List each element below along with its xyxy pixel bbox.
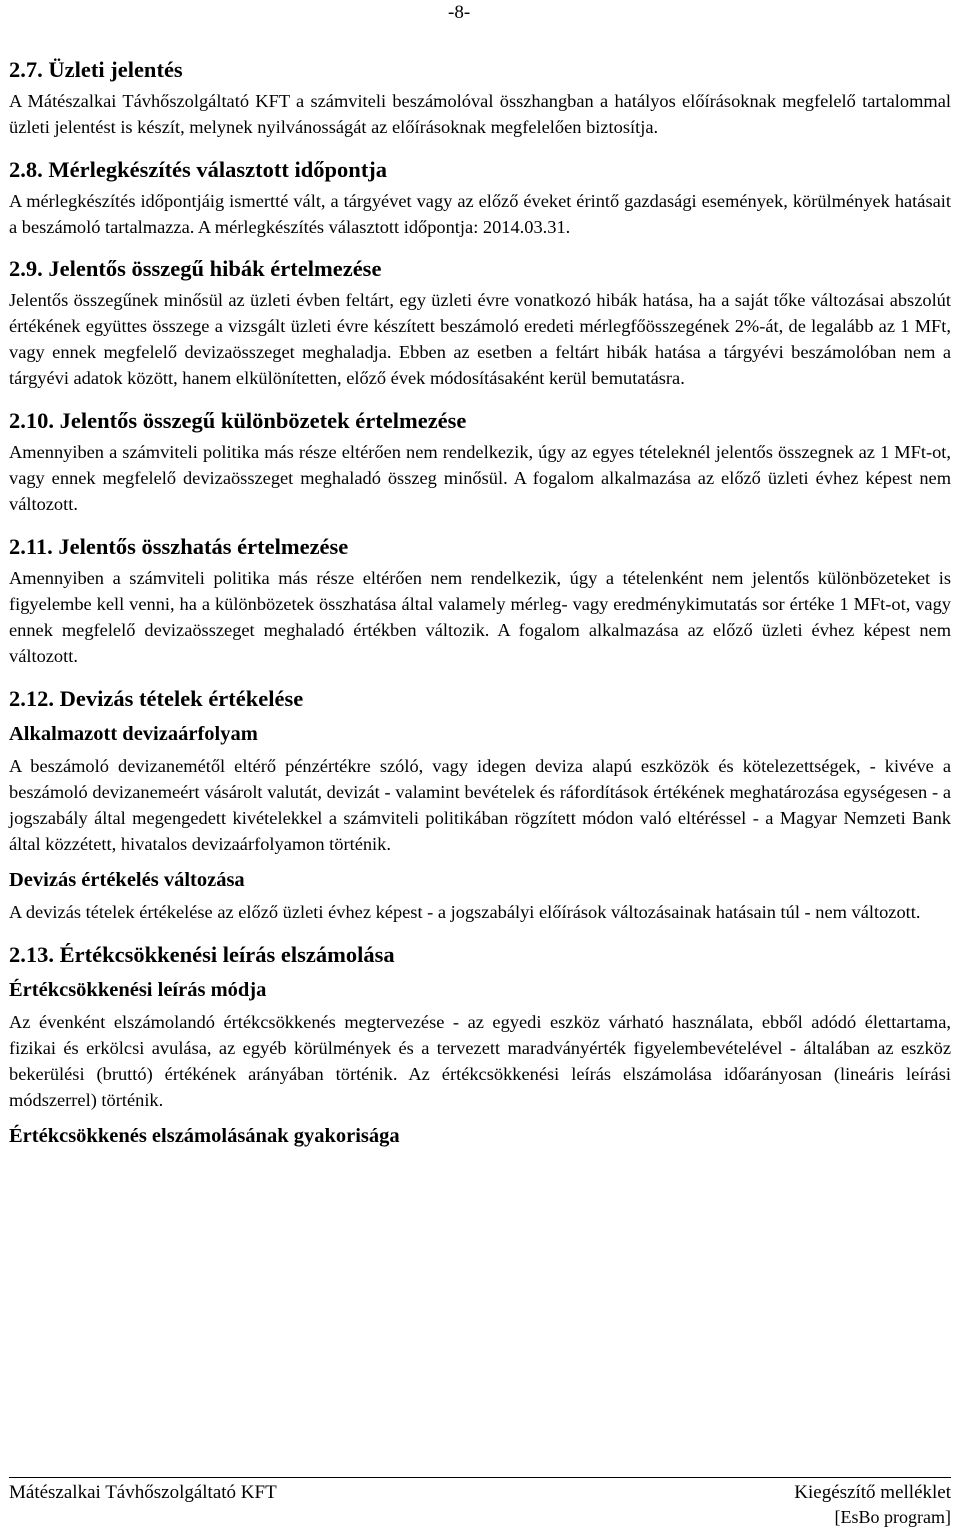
subsection-heading: Értékcsökkenés elszámolásának gyakorisága (9, 1125, 400, 1147)
footer-program: [EsBo program] (834, 1507, 951, 1527)
section-heading: 2.10. Jelentős összegű különbözetek értelmezése (9, 408, 467, 433)
section-heading: 2.11. Jelentős összhatás értelmezése (9, 534, 349, 559)
section-paragraph: Jelentős összegűnek minősül az üzleti évben feltárt, egy üzleti évre vonatkozó hibák hatása, ha a saját tőke változásai abszolút értékének együttes összege a vizsgált üzleti évre készített beszámoló eredeti mérlegfőösszegének 2%-át, de legalább az 1 MFt, vagy ennek megfelelő devizaösszeget meghaladja. Ebben az esetben a feltárt hibák hatása a tárgyévi beszámolóban nem a tárgyévi adatok között, hanem elkülönítetten, előző évek módosításaként kerül bemutatásra. (9, 290, 951, 388)
section-paragraph: A beszámoló devizanemétől eltérő pénzértékre szóló, vagy idegen deviza alapú eszközök és kötelezettségek, - kivéve a beszámoló devizanemeért vásárolt valutát, devizát - valamint bevételek és ráfordítások értékének meghatározása egységesen - a jogszabály által megengedett kivételekkel a számviteli politikában rögzített módon való eltéréssel - a Magyar Nemzeti Bank által közzétett, hivatalos devizaárfolyamon történik. (9, 756, 951, 854)
section-paragraph: Amennyiben a számviteli politika más része eltérően nem rendelkezik, úgy az egyes tételeknél jelentős összegnek az 1 MFt-ot, vagy ennek megfelelő devizaösszeget meghaladó összeg minősül. A fogalom alkalmazása az előző üzleti évhez képest nem változott. (9, 442, 951, 514)
page-number: -8- (448, 2, 471, 23)
subsection-heading: Értékcsökkenési leírás módja (9, 979, 267, 1001)
footer-company: Mátészalkai Távhőszolgáltató KFT (9, 1482, 277, 1503)
footer-doc-type: Kiegészítő melléklet (794, 1482, 951, 1503)
subsection-heading: Alkalmazott devizaárfolyam (9, 723, 258, 745)
section-paragraph: Amennyiben a számviteli politika más része eltérően nem rendelkezik, úgy a tételenként nem jelentős különbözeteket is figyelembe kell venni, ha a különbözetek összhatása által valamely mérleg- vagy eredménykimutatás sor értéke 1 MFt-ot, vagy ennek megfelelő devizaösszeget meghaladó értékben változik. A fogalom alkalmazása az előző üzleti évhez képest nem változott. (9, 568, 951, 666)
subsection-heading: Devizás értékelés változása (9, 869, 245, 891)
section-heading: 2.7. Üzleti jelentés (9, 57, 183, 82)
section-heading: 2.8. Mérlegkészítés választott időpontja (9, 157, 388, 182)
section-paragraph: A devizás tételek értékelése az előző üzleti évhez képest - a jogszabályi előírások változásainak hatásain túl - nem változott. (9, 902, 921, 922)
section-heading: 2.13. Értékcsökkenési leírás elszámolása (9, 942, 395, 967)
document-body (9, 56, 951, 1149)
section-heading: 2.9. Jelentős összegű hibák értelmezése (9, 256, 382, 281)
page-footer (9, 1477, 951, 1527)
section-paragraph: A Mátészalkai Távhőszolgáltató KFT a számviteli beszámolóval összhangban a hatályos előírásoknak megfelelő tartalommal üzleti jelentést is készít, melynek nyilvánosságát az előírásoknak megfelelően biztosítja. (9, 91, 951, 137)
section-paragraph: A mérlegkészítés időpontjáig ismertté vált, a tárgyévet vagy az előző éveket érintő gazdasági események, körülmények hatásait a beszámoló tartalmazza. A mérlegkészítés választott időpontja: 2014.03.31. (9, 191, 951, 237)
section-paragraph: Az évenként elszámolandó értékcsökkenés megtervezése - az egyedi eszköz várható használata, ebből adódó élettartama, fizikai és erkölcsi avulása, az egyéb körülmények és a tervezett maradványérték figyelembevételével - általában az eszköz bekerülési (bruttó) értékének arányában történik. Az értékcsökkenési leírás elszámolása időarányosan (lineáris leírási módszerrel) történik. (9, 1012, 951, 1110)
section-heading: 2.12. Devizás tételek értékelése (9, 686, 304, 711)
